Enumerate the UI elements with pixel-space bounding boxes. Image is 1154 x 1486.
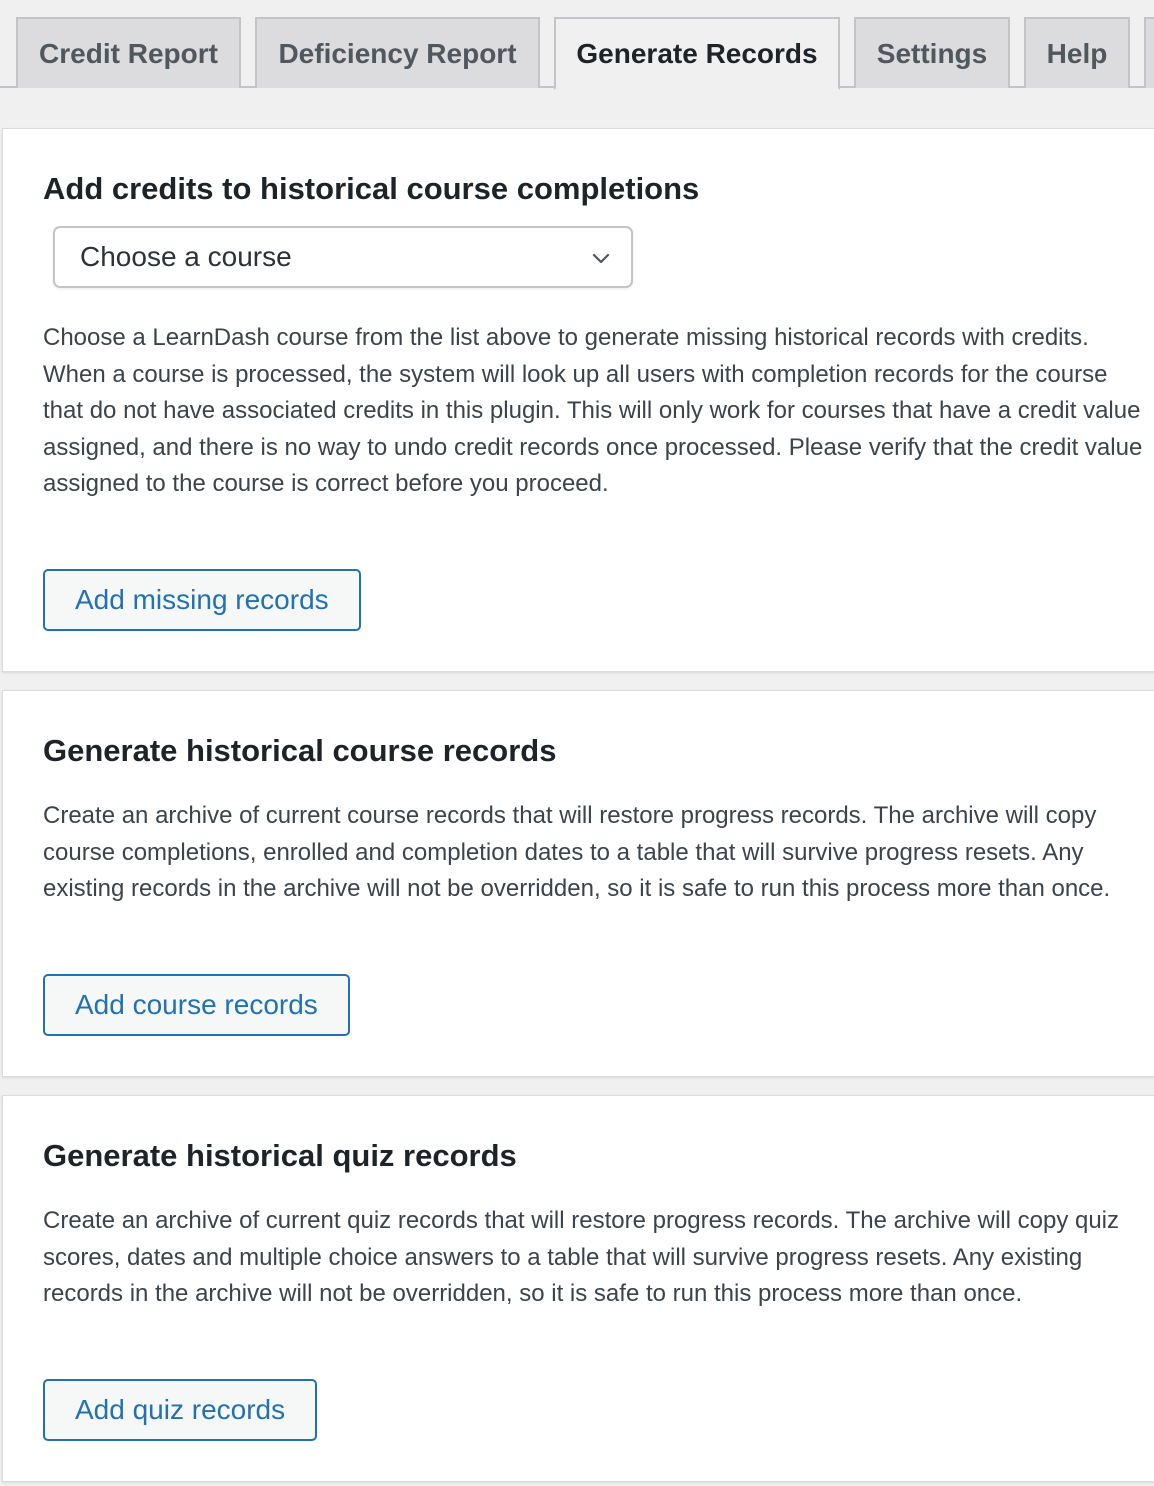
credits-panel-title: Add credits to historical course completions [43,171,700,206]
tab-overflow-edge [1144,17,1154,88]
add-quiz-records-button[interactable]: Add quiz records [43,1379,317,1441]
credits-panel-description: Choose a LearnDash course from the list above to generate missing historical records with credits. When a course is processed, the system will look up all users with completion records for the course that do not have associated credits in this plugin. This will only work for courses that have a credit value assigned, and there is no way to undo credit records once processed. Please verify that the credit value assigned to the course is correct before you proceed. [43,324,1143,497]
tab-credit-report[interactable]: Credit Report [16,17,241,88]
credits-panel [2,128,1154,672]
add-course-records-button[interactable]: Add course records [43,974,350,1036]
tab-bar [0,0,1154,88]
add-missing-records-button[interactable]: Add missing records [43,569,361,631]
quiz-records-panel [2,1095,1154,1482]
course-records-panel-title: Generate historical course records [43,733,557,768]
course-records-panel [2,690,1154,1077]
tab-help[interactable]: Help [1024,17,1130,88]
tab-settings[interactable]: Settings [854,17,1010,88]
course-select[interactable] [53,226,633,288]
quiz-records-panel-title: Generate historical quiz records [43,1138,517,1173]
tab-generate-records[interactable]: Generate Records [554,17,840,90]
course-select-value: Choose a course [80,241,292,272]
course-records-panel-description: Create an archive of current course records that will restore progress records. The archive will copy course completions, enrolled and completion dates to a table that will survive progress resets. Any existing records in the archive will not be overridden, so it is safe to run this process more than once. [43,802,1111,902]
tab-deficiency-report[interactable]: Deficiency Report [255,17,540,88]
quiz-records-panel-description: Create an archive of current quiz records that will restore progress records. The archive will copy quiz scores, dates and multiple choice answers to a table that will survive progress resets. Any existing records in the archive will not be overridden, so it is safe to run this process more than once. [43,1207,1120,1307]
chevron-down-icon [589,246,613,270]
